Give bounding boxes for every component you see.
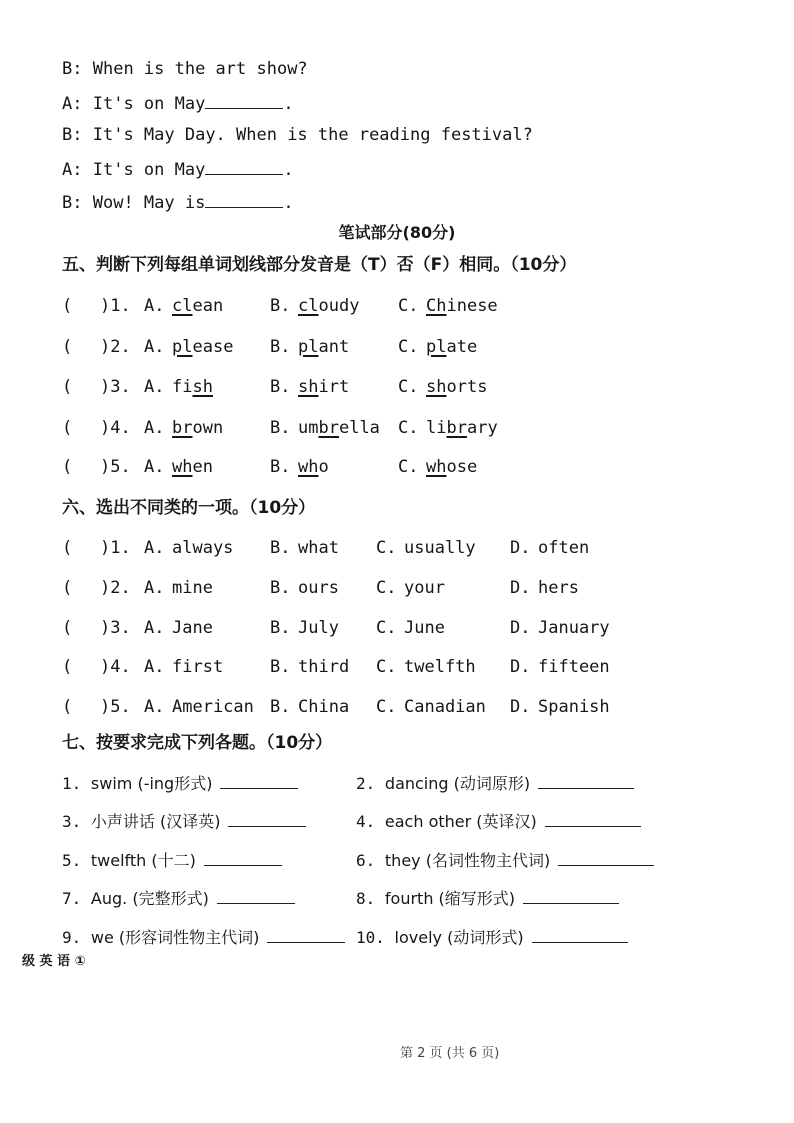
- option-label: B.: [270, 457, 291, 477]
- fill-in-item: [356, 809, 641, 832]
- item-number: 10.: [356, 928, 385, 947]
- option-label: D.: [510, 618, 531, 638]
- option-word: January: [538, 618, 610, 638]
- item-prompt: we (形容词性物主代词): [90, 928, 260, 947]
- option-label: B.: [270, 377, 291, 397]
- item-prompt: lovely (动词形式): [394, 928, 524, 947]
- word-part: ease: [192, 337, 234, 357]
- option-word: [426, 296, 498, 316]
- answer-blank[interactable]: [220, 771, 298, 789]
- option-label: C.: [398, 377, 419, 397]
- answer-bracket[interactable]: (: [62, 337, 73, 357]
- page-number: 第 2 页 (共 6 页): [400, 1046, 500, 1061]
- option-label: C.: [376, 618, 397, 638]
- question-number: )3.: [100, 618, 131, 638]
- answer-bracket[interactable]: (: [62, 697, 73, 717]
- option-label: A.: [144, 337, 165, 357]
- option-label: A.: [144, 618, 165, 638]
- option-label: D.: [510, 538, 531, 558]
- question-number: )5.: [100, 697, 131, 717]
- answer-blank[interactable]: [558, 848, 654, 866]
- option-word: [426, 377, 487, 397]
- fill-in-item: [62, 925, 345, 948]
- option-label: C.: [376, 697, 397, 717]
- option-word: [426, 337, 477, 357]
- option-label: C.: [376, 657, 397, 677]
- option-label: A.: [144, 578, 165, 598]
- option-word: [172, 337, 233, 357]
- underlined-letters: br: [172, 418, 193, 438]
- word-part: li: [426, 418, 447, 438]
- option-word: China: [298, 697, 350, 717]
- option-label: D.: [510, 657, 531, 677]
- word-part: inese: [446, 296, 498, 316]
- answer-blank[interactable]: [532, 925, 628, 943]
- option-word: first: [172, 657, 224, 677]
- option-word: Jane: [172, 618, 213, 638]
- fill-in-item: [62, 886, 295, 909]
- underlined-letters: pl: [172, 337, 193, 357]
- answer-blank[interactable]: [523, 886, 619, 904]
- underlined-letters: wh: [298, 457, 319, 477]
- option-label: B.: [270, 578, 291, 598]
- section7-title: 七、按要求完成下列各题。（10分）: [62, 733, 333, 753]
- answer-bracket[interactable]: (: [62, 618, 73, 638]
- answer-blank[interactable]: [267, 925, 345, 943]
- underlined-letters: cl: [298, 296, 319, 316]
- option-label: B.: [270, 618, 291, 638]
- dialogue-line: A: It's on May .: [62, 157, 294, 181]
- item-prompt: swim (-ing形式): [90, 774, 213, 793]
- option-word: [172, 457, 213, 477]
- item-number: 7.: [62, 889, 82, 908]
- option-word: mine: [172, 578, 213, 598]
- option-label: B.: [270, 296, 291, 316]
- option-word: [172, 296, 223, 316]
- dialogue-line: A: It's on May .: [62, 91, 294, 115]
- option-label: C.: [398, 457, 419, 477]
- item-prompt: 小声讲话 (汉译英): [90, 812, 221, 831]
- option-label: A.: [144, 377, 165, 397]
- option-word: twelfth: [404, 657, 476, 677]
- question-number: )2.: [100, 578, 131, 598]
- fill-in-item: [62, 809, 306, 832]
- answer-blank[interactable]: [205, 190, 283, 208]
- underlined-letters: sh: [192, 377, 213, 397]
- option-label: B.: [270, 657, 291, 677]
- option-label: A.: [144, 296, 165, 316]
- option-word: often: [538, 538, 590, 558]
- option-word: June: [404, 618, 445, 638]
- dialogue-line: B: When is the art show?: [62, 59, 308, 79]
- option-word: what: [298, 538, 339, 558]
- word-part: ean: [192, 296, 224, 316]
- item-prompt: each other (英译汉): [384, 812, 537, 831]
- option-word: [172, 418, 223, 438]
- word-part: irt: [318, 377, 350, 397]
- question-number: )1.: [100, 296, 131, 316]
- underlined-letters: br: [318, 418, 339, 438]
- item-number: 6.: [356, 851, 376, 870]
- underlined-letters: wh: [172, 457, 193, 477]
- word-part: um: [298, 418, 319, 438]
- option-label: C.: [398, 296, 419, 316]
- answer-blank[interactable]: [545, 809, 641, 827]
- word-part: ary: [466, 418, 498, 438]
- question-number: )1.: [100, 538, 131, 558]
- answer-blank[interactable]: [538, 771, 634, 789]
- answer-blank[interactable]: [205, 157, 283, 175]
- option-word: [298, 377, 349, 397]
- underlined-letters: sh: [426, 377, 447, 397]
- question-number: )4.: [100, 657, 131, 677]
- option-word: [426, 418, 498, 438]
- word-part: oudy: [318, 296, 360, 316]
- option-word: [298, 418, 380, 438]
- answer-bracket[interactable]: (: [62, 657, 73, 677]
- option-label: A.: [144, 697, 165, 717]
- dialogue-line: B: Wow! May is .: [62, 190, 294, 214]
- option-word: ours: [298, 578, 339, 598]
- question-number: )5.: [100, 457, 131, 477]
- item-number: 8.: [356, 889, 376, 908]
- answer-blank[interactable]: [205, 91, 283, 109]
- option-label: D.: [510, 578, 531, 598]
- option-word: third: [298, 657, 350, 677]
- word-part: en: [192, 457, 213, 477]
- item-prompt: dancing (动词原形): [384, 774, 531, 793]
- answer-blank[interactable]: [228, 809, 306, 827]
- option-label: B.: [270, 337, 291, 357]
- option-word: [172, 377, 213, 397]
- written-section-title: 笔试部分(80分): [338, 223, 456, 242]
- word-part: orts: [446, 377, 488, 397]
- option-label: C.: [376, 578, 397, 598]
- option-label: A.: [144, 538, 165, 558]
- word-part: ose: [446, 457, 478, 477]
- word-part: ella: [338, 418, 380, 438]
- item-prompt: twelfth (十二): [90, 851, 196, 870]
- answer-bracket[interactable]: (: [62, 418, 73, 438]
- fill-in-item: [62, 848, 282, 871]
- word-part: ate: [446, 337, 478, 357]
- underlined-letters: sh: [298, 377, 319, 397]
- question-number: )3.: [100, 377, 131, 397]
- item-prompt: fourth (缩写形式): [384, 889, 516, 908]
- item-number: 5.: [62, 851, 82, 870]
- option-label: D.: [510, 697, 531, 717]
- option-word: Canadian: [404, 697, 486, 717]
- underlined-letters: pl: [298, 337, 319, 357]
- item-number: 4.: [356, 812, 376, 831]
- option-word: your: [404, 578, 445, 598]
- option-label: C.: [398, 418, 419, 438]
- answer-bracket[interactable]: (: [62, 538, 73, 558]
- word-part: o: [318, 457, 329, 477]
- question-number: )4.: [100, 418, 131, 438]
- option-word: fifteen: [538, 657, 610, 677]
- dialogue-line: B: It's May Day. When is the reading festival?: [62, 125, 533, 145]
- word-part: fi: [172, 377, 193, 397]
- word-part: own: [192, 418, 224, 438]
- underlined-letters: cl: [172, 296, 193, 316]
- option-word: [298, 457, 329, 477]
- footer-note: 级 英 语 ①: [22, 954, 86, 969]
- option-label: C.: [398, 337, 419, 357]
- underlined-letters: pl: [426, 337, 447, 357]
- option-word: usually: [404, 538, 476, 558]
- option-word: July: [298, 618, 339, 638]
- section6-title: 六、选出不同类的一项。（10分）: [62, 498, 316, 518]
- fill-in-item: [62, 771, 298, 794]
- word-part: ant: [318, 337, 350, 357]
- fill-in-item: [356, 848, 654, 871]
- answer-blank[interactable]: [217, 886, 295, 904]
- answer-bracket[interactable]: (: [62, 377, 73, 397]
- underlined-letters: br: [446, 418, 467, 438]
- option-word: [298, 296, 359, 316]
- section5-title: 五、判断下列每组单词划线部分发音是（T）否（F）相同。（10分）: [62, 255, 577, 275]
- option-word: always: [172, 538, 234, 558]
- option-label: B.: [270, 538, 291, 558]
- answer-bracket[interactable]: (: [62, 578, 73, 598]
- option-label: C.: [376, 538, 397, 558]
- answer-bracket[interactable]: (: [62, 457, 73, 477]
- fill-in-item: [356, 771, 634, 794]
- option-label: A.: [144, 457, 165, 477]
- item-number: 9.: [62, 928, 82, 947]
- item-number: 3.: [62, 812, 82, 831]
- option-word: American: [172, 697, 254, 717]
- option-word: [298, 337, 349, 357]
- item-number: 1.: [62, 774, 82, 793]
- option-label: A.: [144, 657, 165, 677]
- option-word: Spanish: [538, 697, 610, 717]
- item-prompt: Aug. (完整形式): [90, 889, 209, 908]
- question-number: )2.: [100, 337, 131, 357]
- underlined-letters: wh: [426, 457, 447, 477]
- option-word: [426, 457, 477, 477]
- option-word: hers: [538, 578, 579, 598]
- underlined-letters: Ch: [426, 296, 447, 316]
- fill-in-item: [356, 886, 619, 909]
- option-label: A.: [144, 418, 165, 438]
- item-prompt: they (名词性物主代词): [384, 851, 551, 870]
- answer-blank[interactable]: [204, 848, 282, 866]
- answer-bracket[interactable]: (: [62, 296, 73, 316]
- option-label: B.: [270, 697, 291, 717]
- fill-in-item: [356, 925, 628, 948]
- option-label: B.: [270, 418, 291, 438]
- item-number: 2.: [356, 774, 376, 793]
